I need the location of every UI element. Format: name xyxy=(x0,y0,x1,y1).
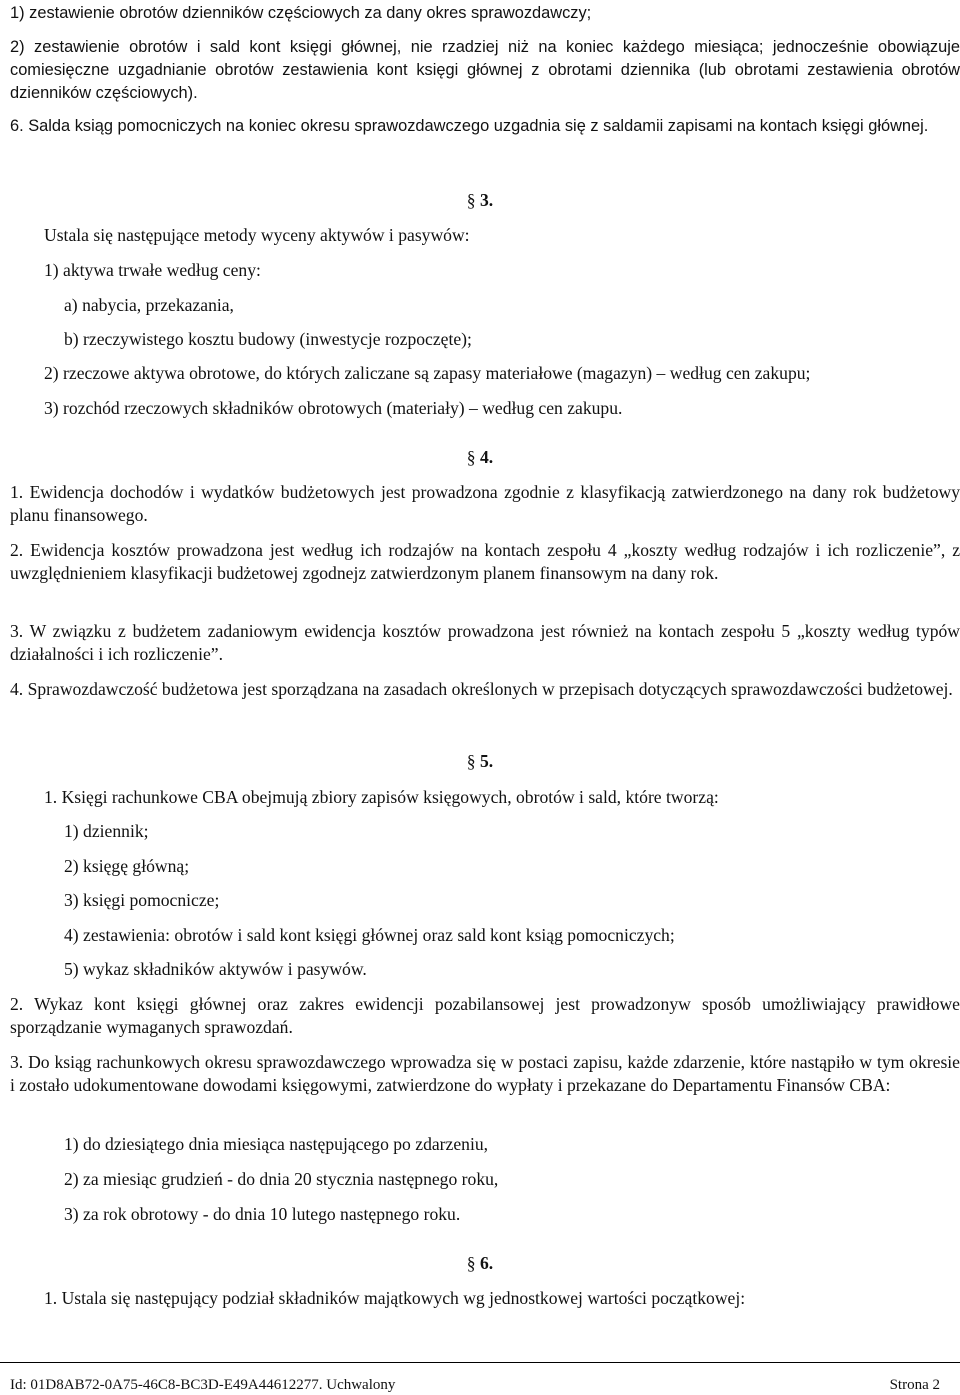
list-item: 1) zestawienie obrotów dzienników częściowych za dany okres sprawozdawczy; xyxy=(10,4,592,22)
list-item: a) nabycia, przekazania, xyxy=(64,295,234,315)
paragraph: 2. Wykaz kont księgi głównej oraz zakres ewidencji pozabilansowej jest prowadzonyw sposób umożliwiający prawidłowe sporządzanie wymaganych sprawozdań. xyxy=(10,994,960,1037)
list-item: b) rzeczywistego kosztu budowy (inwestycje rozpoczęte); xyxy=(64,329,472,349)
paragraph: 2. Ewidencja kosztów prowadzona jest według ich rodzajów na kontach zespołu 4 „koszty według rodzajów i ich rozliczenie”, z uwzględnieniem klasyfikacji budżetowej zgodnejz zatwierdzonym planem finansowym na dany rok. xyxy=(10,540,960,583)
page-number: Strona 2 xyxy=(889,1377,940,1393)
list-item: 5) wykaz składników aktywów i pasywów. xyxy=(64,959,367,979)
list-item: 2) księgę główną; xyxy=(64,856,190,876)
list-item: 3) księgi pomocnicze; xyxy=(64,890,220,910)
document-id: Id: 01D8AB72-0A75-46C8-BC3D-E49A44612277. Uchwalony xyxy=(10,1377,396,1393)
section-number: 5. xyxy=(480,751,494,771)
paragraph: Ustala się następujące metody wyceny aktywów i pasywów: xyxy=(44,225,470,245)
list-item: 1) aktywa trwałe według ceny: xyxy=(44,260,261,280)
paragraph: 1. Ewidencja dochodów i wydatków budżetowych jest prowadzona zgodnie z klasyfikacją zatwierdzonego na dany rok budżetowy planu finansowego. xyxy=(10,482,960,525)
section-symbol: § xyxy=(466,190,476,210)
list-item: 2) zestawienie obrotów i sald kont księgi głównej, nie rzadziej niż na koniec każdego miesiąca; jednocześnie obowiązuje comiesięczne uzgadnianie obrotów zestawienia kont księgi głównej z obrotami dziennika (lub obrotami zestawienia obrotów dzienników częściowych). xyxy=(10,38,960,102)
section-symbol: § xyxy=(466,447,476,467)
section-number: 4. xyxy=(480,447,494,467)
paragraph: 3. Do ksiąg rachunkowych okresu sprawozdawczego wprowadza się w postaci zapisu, każde zdarzenie, które nastąpiło w tym okresie i zostało udokumentowane dowodami księgowymi, zatwierdzone do wypłaty i przekazane do Departamentu Finansów CBA: xyxy=(10,1052,960,1095)
section-heading xyxy=(440,1253,520,1274)
paragraph: 4. Sprawozdawczość budżetowa jest sporządzana na zasadach określonych w przepisach dotyczących sprawozdawczości budżetowej. xyxy=(10,679,953,699)
paragraph: 6. Salda ksiąg pomocniczych na koniec okresu sprawozdawczego uzgadnia się z saldamii zapisami na kontach księgi głównej. xyxy=(10,117,929,135)
section-heading xyxy=(440,751,520,772)
section-symbol: § xyxy=(466,751,476,771)
list-item: 4) zestawienia: obrotów i sald kont księgi głównej oraz sald kont ksiąg pomocniczych; xyxy=(64,925,675,945)
list-item: 1) do dziesiątego dnia miesiąca następującego po zdarzeniu, xyxy=(64,1134,489,1154)
list-item: 1) dziennik; xyxy=(64,821,149,841)
paragraph: 3. W związku z budżetem zadaniowym ewidencja kosztów prowadzona jest również na kontach zespołu 5 „koszty według typów działalności i ich rozliczenie”. xyxy=(10,621,960,664)
section-symbol: § xyxy=(466,1253,476,1273)
section-number: 3. xyxy=(480,190,494,210)
section-heading xyxy=(440,447,520,468)
footer-divider xyxy=(0,1362,960,1363)
list-item: 3) za rok obrotowy - do dnia 10 lutego następnego roku. xyxy=(64,1204,461,1224)
list-item: 3) rozchód rzeczowych składników obrotowych (materiały) – według cen zakupu. xyxy=(44,398,623,418)
section-heading xyxy=(440,190,520,211)
list-item: 2) za miesiąc grudzień - do dnia 20 stycznia następnego roku, xyxy=(64,1169,499,1189)
list-item: 2) rzeczowe aktywa obrotowe, do których zaliczane są zapasy materiałowe (magazyn) – według cen zakupu; xyxy=(44,363,811,383)
paragraph: 1. Księgi rachunkowe CBA obejmują zbiory zapisów księgowych, obrotów i sald, które tworzą: xyxy=(44,787,719,807)
section-number: 6. xyxy=(480,1253,494,1273)
paragraph: 1. Ustala się następujący podział składników majątkowych wg jednostkowej wartości początkowej: xyxy=(44,1288,746,1308)
